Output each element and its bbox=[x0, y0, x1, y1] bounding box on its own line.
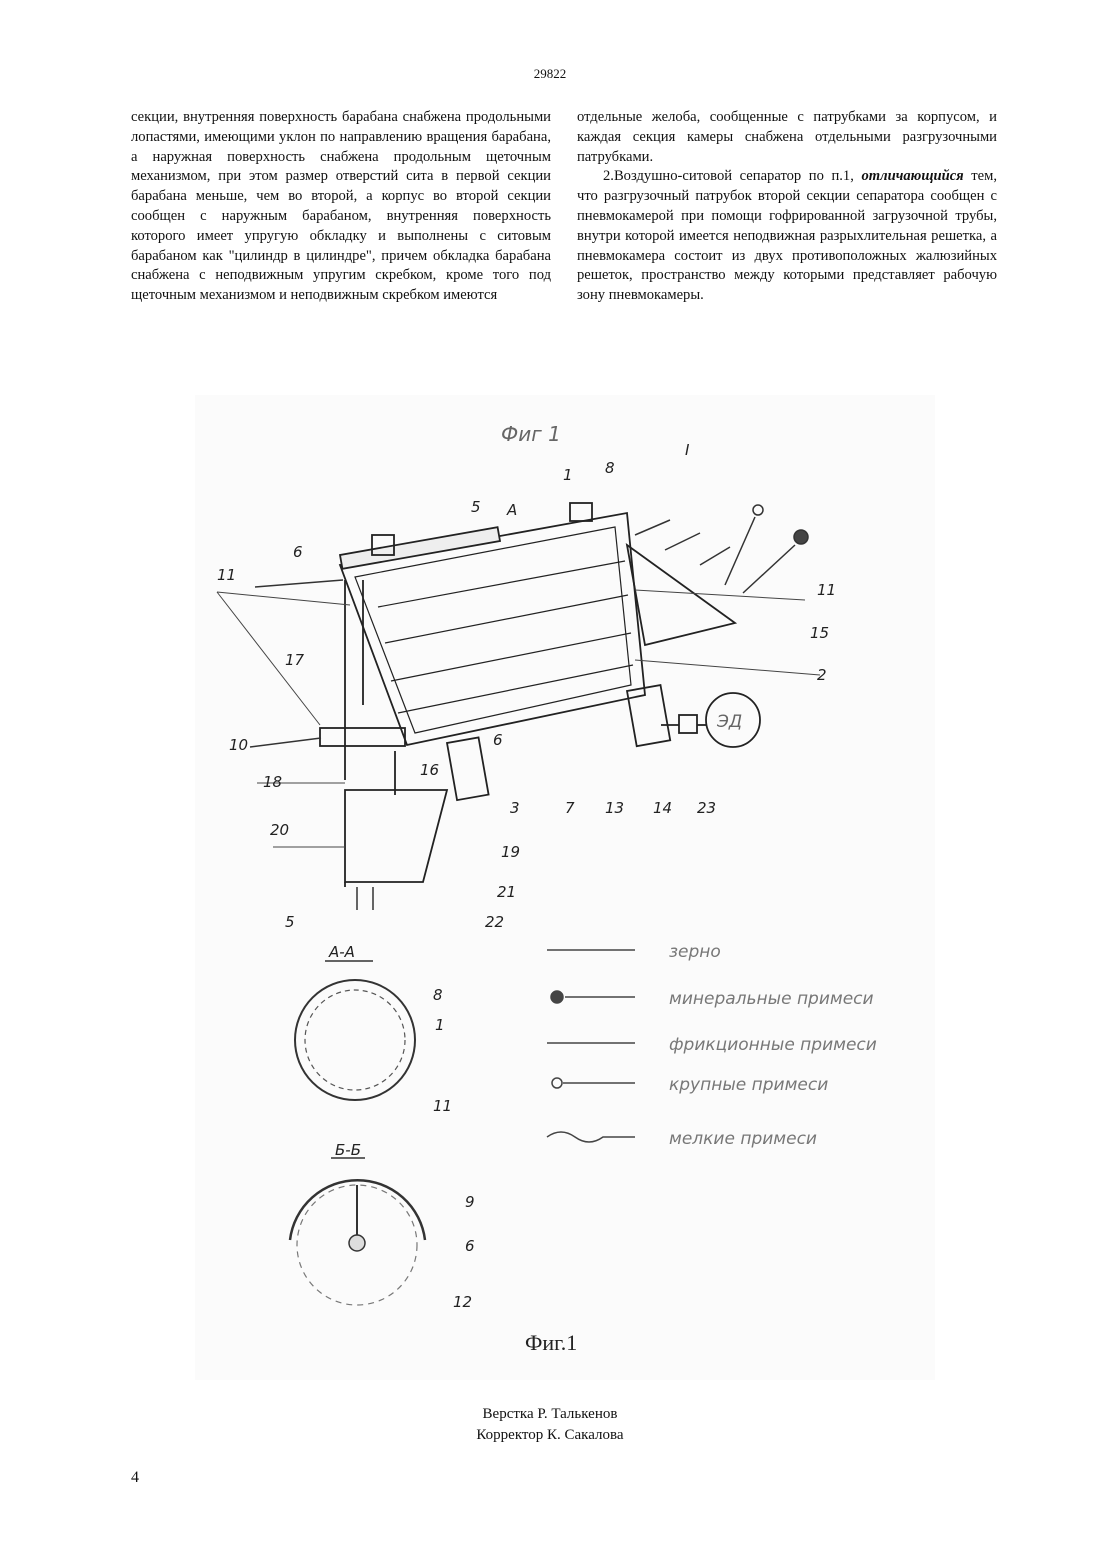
section-bb-label: Б-Б bbox=[335, 1141, 361, 1159]
legend-fine: мелкие примеси bbox=[669, 1129, 817, 1149]
corrector-credit: Корректор К. Сакалова bbox=[476, 1427, 624, 1443]
patent-number: 29822 bbox=[533, 66, 567, 81]
legend-marker-mineral bbox=[551, 991, 563, 1003]
legend-coarse: крупные примеси bbox=[669, 1075, 829, 1095]
part-number-5: 5 bbox=[285, 913, 295, 931]
layout-credit: Верстка Р. Талькенов bbox=[482, 1406, 618, 1422]
part-number-5-top: 5 bbox=[471, 498, 481, 516]
part-number-16: 16 bbox=[420, 761, 440, 779]
legend-grain: зерно bbox=[669, 942, 721, 962]
part-number-8-aa: 8 bbox=[433, 986, 443, 1004]
text-column-right bbox=[577, 108, 997, 306]
scraper-hub bbox=[349, 1235, 365, 1251]
part-number-10: 10 bbox=[229, 736, 249, 754]
handwritten-fig-title: Фиг 1 bbox=[501, 422, 561, 446]
part-number-14: 14 bbox=[653, 799, 673, 817]
part-number-1: 1 bbox=[563, 466, 573, 484]
page-number: 4 bbox=[131, 1469, 139, 1486]
text-column-left bbox=[131, 108, 551, 306]
part-number-3: 3 bbox=[510, 799, 520, 817]
drawing-svg bbox=[195, 395, 935, 1380]
part-number-7: 7 bbox=[565, 799, 575, 817]
part-number-I: I bbox=[685, 441, 690, 459]
claim-2-emphasis: отличающийся bbox=[861, 168, 964, 185]
drawing-background bbox=[195, 395, 935, 1380]
part-number-20: 20 bbox=[270, 821, 290, 839]
figure-caption: Фиг.1 bbox=[525, 1330, 578, 1355]
part-number-11-right: 11 bbox=[817, 581, 837, 599]
part-number-2: 2 bbox=[817, 666, 827, 684]
footer-credits bbox=[0, 1404, 1100, 1446]
part-number-1-aa: 1 bbox=[435, 1016, 445, 1034]
part-number-19: 19 bbox=[501, 843, 521, 861]
part-number-11: 11 bbox=[217, 566, 237, 584]
part-number-6: 6 bbox=[293, 543, 303, 561]
technical-drawing bbox=[195, 395, 935, 1380]
part-number-21: 21 bbox=[497, 883, 517, 901]
part-number-11-aa: 11 bbox=[433, 1097, 453, 1115]
left-paragraph: секции, внутренняя поверхность барабана снабжена продольными лопастями, имеющими уклон по направлению вращения барабана, а наружная поверхность снабжена продольным щеточным механизмом, при этом размер отверстий сита в первой секции барабана меньше, чем во второй, а корпус во второй секции сообщен с наружным барабаном, внутренняя поверхность которого имеет упругую обкладку и выполнены с ситовым барабаном как "цилиндр в цилиндре", причем обкладка барабана снабжена с неподвижным упругим скребком, кроме того под щеточным механизмом и неподвижным скребком имеются bbox=[131, 109, 551, 304]
part-number-15: 15 bbox=[810, 624, 830, 642]
motor-label: ЭД bbox=[717, 712, 743, 732]
claim-2-paragraph bbox=[577, 167, 997, 306]
part-number-12: 12 bbox=[453, 1293, 473, 1311]
section-aa-label: А-А bbox=[329, 943, 355, 961]
part-number-8: 8 bbox=[605, 459, 615, 477]
section-label-a: А bbox=[507, 501, 518, 519]
claim-2-rest: тем, что разгрузочный патрубок второй секции сепаратора сообщен с пневмокамерой при помощи гофрированной загрузочной трубы, внутри которой имеется неподвижная разрыхлительная решетка, а пневмокамера состоит из двух противоположных жалюзийных решеток, пространство между которыми представляет рабочую зону пневмокамеры. bbox=[577, 168, 998, 304]
part-number-18: 18 bbox=[263, 773, 283, 791]
part-number-17: 17 bbox=[285, 651, 305, 669]
claim-2-start: 2.Воздушно-ситовой сепаратор по п.1, bbox=[603, 168, 854, 185]
mineral-impurity-mark bbox=[794, 530, 808, 544]
part-number-22: 22 bbox=[485, 913, 505, 931]
part-number-9: 9 bbox=[465, 1193, 475, 1211]
legend-mineral: минеральные примеси bbox=[669, 989, 874, 1009]
right-paragraph-1: отдельные желоба, сообщенные с патрубками за корпусом, и каждая секция камеры снабжена отдельными разгрузочными патрубками. bbox=[577, 109, 997, 165]
part-number-13: 13 bbox=[605, 799, 625, 817]
legend-friction: фрикционные примеси bbox=[669, 1035, 877, 1055]
part-number-23: 23 bbox=[697, 799, 717, 817]
part-number-6-bb: 6 bbox=[465, 1237, 475, 1255]
part-number-6b: 6 bbox=[493, 731, 503, 749]
